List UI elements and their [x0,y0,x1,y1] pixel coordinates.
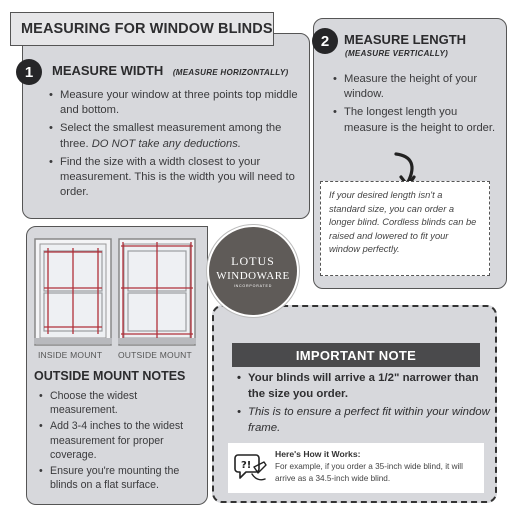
logo-line-3: INCORPORATED [233,284,273,288]
logo-line-2: WINDOWARE [216,270,290,282]
list-item: • Choose the widest measurement. [38,389,202,417]
length-note-box: If your desired length isn't a standard size, you can order a longer blind. Cordless blinds can be raised and lowered to fit your window perfectly. [320,181,490,276]
outside-mount-notes-heading: OUTSIDE MOUNT NOTES [34,369,186,383]
measure-width-subheading: (MEASURE HORIZONTALLY) [172,68,289,77]
list-item: • Find the size with a width closest to your measurement. This is the width you will need to order. [48,155,304,201]
logo-line-1: LOTUS [231,254,275,268]
list-item [48,121,304,151]
svg-text:?!: ?! [241,460,252,471]
measure-length-subheading: (MEASURE VERTICALLY) [345,49,449,58]
important-note-heading: IMPORTANT NOTE [232,343,480,367]
measure-length-title: MEASURE LENGTH [344,32,467,47]
list-item: • Add 3-4 inches to the widest measurement for proper coverage. [38,419,202,462]
list-item-emphasis: DO NOT take any deductions. [91,137,241,150]
how-it-works-text: For example, if you order a 35-inch wide blind, it will arrive as a 34.5-inch wide blind. [275,462,463,483]
page-title: MEASURING FOR WINDOW BLINDS [10,12,274,46]
list-item: • Your blinds will arrive a 1/2" narrower than the size you order. [236,370,494,402]
measure-length-list [332,72,502,139]
step-1-badge: 1 [16,59,42,85]
outside-mount-notes-list [38,389,202,494]
measure-width-list [48,88,304,203]
how-it-works-box [228,443,484,493]
question-bubble-icon [234,452,268,484]
how-it-works-title: Here's How it Works: [275,449,361,459]
important-note-list [236,370,494,438]
inside-mount-window-diagram [34,238,112,346]
list-item: • Measure the height of your window. [332,72,502,102]
measure-width-title: MEASURE WIDTH [52,63,164,78]
list-item-text: Select the smallest measurement among the three. [60,122,282,150]
outside-mount-window-diagram [118,238,196,346]
lotus-windoware-logo [207,225,299,317]
step-2-badge: 2 [312,28,338,54]
measure-width-heading [52,63,288,78]
inside-mount-label: INSIDE MOUNT [38,350,103,360]
list-item: • The longest length you measure is the height to order. [332,105,502,135]
list-item: • This is to ensure a perfect fit within your window frame. [236,404,494,436]
list-item: • Ensure you're mounting the blinds on a flat surface. [38,464,202,492]
outside-mount-label: OUTSIDE MOUNT [118,350,192,360]
list-item: • Measure your window at three points top middle and bottom. [48,88,304,118]
